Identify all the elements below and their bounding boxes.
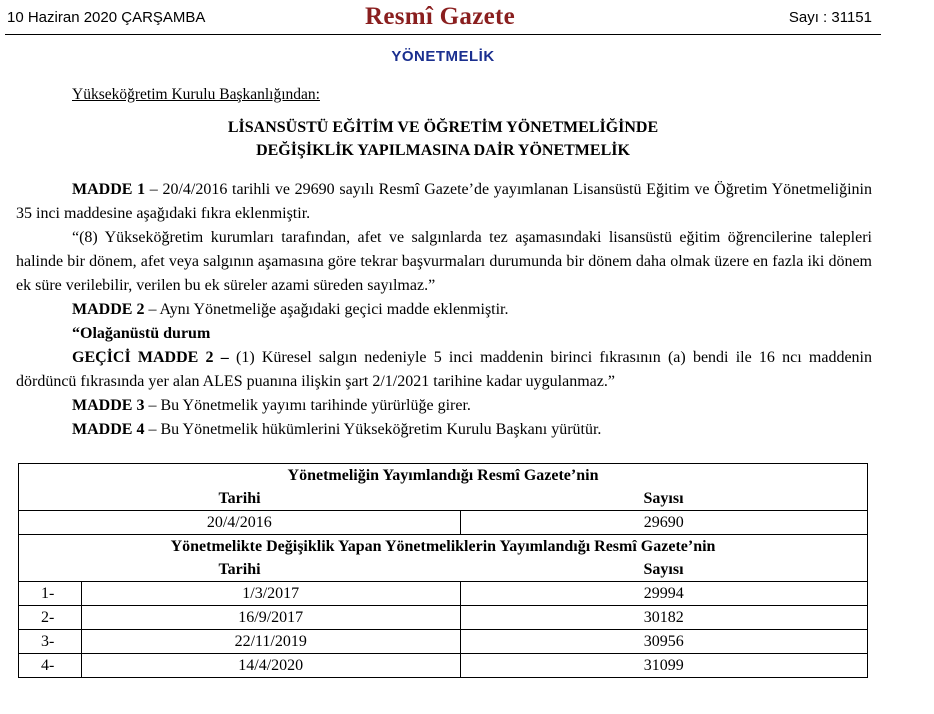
article-2-label: MADDE 2	[72, 301, 145, 318]
article-4-label: MADDE 4	[72, 421, 145, 438]
amendment-number: 30182	[460, 606, 867, 630]
amendments-heading: Yönetmelikte Değişiklik Yapan Yönetmeliklerin Yayımlandığı Resmî Gazete’nin	[19, 535, 868, 559]
column-header-number: Sayısı	[460, 558, 867, 582]
amendment-date: 14/4/2020	[81, 654, 460, 678]
table-row	[19, 582, 868, 606]
table-row	[19, 606, 868, 630]
amendment-date: 16/9/2017	[81, 606, 460, 630]
amendment-index: 4-	[19, 654, 82, 678]
article-3-label: MADDE 3	[72, 397, 145, 414]
table-column-header-row	[19, 487, 868, 511]
amendment-date: 22/11/2019	[81, 630, 460, 654]
article-1-quote: “(8) Yükseköğretim kurumları tarafından, afet ve salgınlarda tez aşamasındaki lisansüstü eğitim öğrencilerine talepleri halinde bir dönem, afet veya salgının aşamasına göre tekrar başvurmaları durumunda bir dönem daha olmak üzere en fazla iki dönem ek süre verilebilir, verilen bu ek süreler azami süreden sayılmaz.”	[16, 229, 872, 294]
temporary-article-heading: “Olağanüstü durum	[72, 325, 211, 342]
article-1	[16, 178, 872, 226]
table-column-header-row	[19, 558, 868, 582]
article-2	[16, 298, 872, 322]
issue-number: Sayı : 31151	[788, 9, 872, 26]
article-3-text: – Bu Yönetmelik yayımı tarihinde yürürlüğe girer.	[144, 397, 471, 414]
article-4-text: – Bu Yönetmelik hükümlerini Yükseköğretim Kurulu Başkanı yürütür.	[144, 421, 602, 438]
regulation-title	[0, 116, 886, 162]
publication-date: 10 Haziran 2020 ÇARŞAMBA	[7, 9, 206, 26]
amendment-index: 3-	[19, 630, 82, 654]
table-row	[19, 630, 868, 654]
regulation-title-line-2: DEĞİŞİKLİK YAPILMASINA DAİR YÖNETMELİK	[256, 142, 630, 159]
regulation-body	[16, 178, 872, 442]
article-1-text: – 20/4/2016 tarihli ve 29690 sayılı Resmî Gazete’de yayımlanan Lisansüstü Eğitim ve Öğretim Yönetmeliğinin 35 inci maddesine aşağıdaki fıkra eklenmiştir.	[16, 181, 872, 222]
amendment-number: 30956	[460, 630, 867, 654]
amendment-index: 2-	[19, 606, 82, 630]
article-3	[16, 394, 872, 418]
header-divider	[5, 34, 881, 35]
amendment-index: 1-	[19, 582, 82, 606]
gazette-header	[0, 0, 934, 36]
table-row	[19, 511, 868, 535]
column-header-date: Tarihi	[19, 558, 461, 582]
amendment-number: 29994	[460, 582, 867, 606]
article-4	[16, 418, 872, 442]
column-header-number: Sayısı	[460, 487, 867, 511]
regulation-title-line-1: LİSANSÜSTÜ EĞİTİM VE ÖĞRETİM YÖNETMELİĞİNDE	[227, 119, 659, 136]
column-header-date: Tarihi	[19, 487, 461, 511]
original-number: 29690	[460, 511, 867, 535]
table-heading-row	[19, 464, 868, 488]
temporary-article-2-label: GEÇİCİ MADDE 2 –	[72, 349, 229, 366]
issuing-authority: Yükseköğretim Kurulu Başkanlığından:	[72, 86, 320, 103]
temporary-article-2	[16, 346, 872, 394]
table-heading-row	[19, 535, 868, 559]
amendment-date: 1/3/2017	[81, 582, 460, 606]
gazette-title: Resmî Gazete	[364, 3, 516, 30]
article-1-label: MADDE 1	[72, 181, 146, 198]
original-date: 20/4/2016	[19, 511, 461, 535]
article-2-text: – Aynı Yönetmeliğe aşağıdaki geçici madde eklenmiştir.	[144, 301, 509, 318]
section-label: YÖNETMELİK	[391, 48, 495, 65]
temporary-article-2-text: (1) Küresel salgın nedeniyle 5 inci maddenin birinci fıkrasının (a) bendi ile 16 ncı maddenin dördüncü fıkrasında yer alan ALES puanına ilişkin şart 2/1/2021 tarihine kadar uygulanmaz.”	[16, 349, 872, 390]
original-heading: Yönetmeliğin Yayımlandığı Resmî Gazete’nin	[19, 464, 868, 488]
table-row	[19, 654, 868, 678]
publication-history-table	[18, 463, 868, 678]
amendment-number: 31099	[460, 654, 867, 678]
